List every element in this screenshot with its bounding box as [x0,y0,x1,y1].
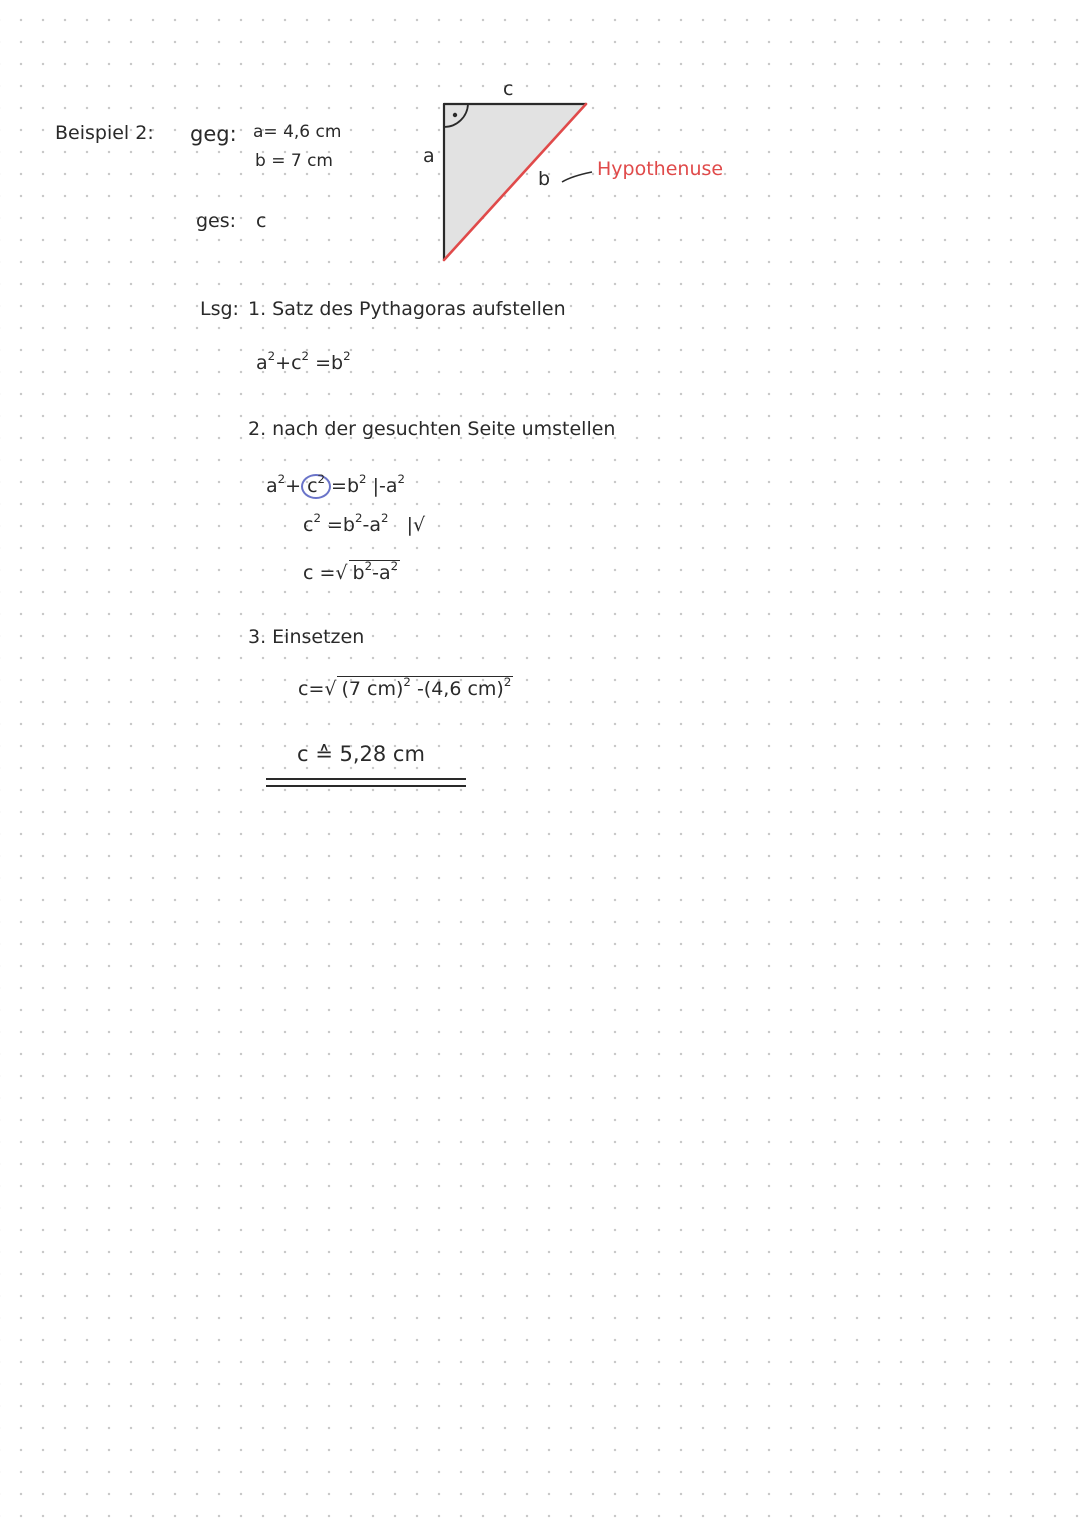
result: c ≙ 5,28 cm [297,742,425,766]
step-1: 1. Satz des Pythagoras aufstellen [248,298,566,320]
circled-unknown: $c^2$ [301,474,331,499]
side-b-label: b [538,168,551,190]
equation-pythagoras: $a^2+c^2 =b^2$ [256,349,351,374]
side-c-label: c [503,78,514,100]
right-angle-dot [453,113,457,117]
given-b: b = 7 cm [255,151,333,171]
given-a: a= 4,6 cm [253,122,342,142]
step-2: 2. nach der gesuchten Seite umstellen [248,418,616,440]
square-root-radicand-values: (7 cm)$^2$ -(4,6 cm)$^2$ [337,676,513,699]
solution-label: Lsg: [200,298,239,320]
sought-value: c [256,210,267,232]
result-underline-1 [266,778,466,780]
equation-substitution: c=√ (7 cm)$^2$ -(4,6 cm)$^2$ [298,675,512,700]
equation-rearrange-1: $a^2+ c^2 =b^2$ $|-a^2$ [266,472,405,497]
sought-label: ges: [196,210,237,232]
example-title: Beispiel 2: [55,122,154,144]
given-label: geg: [190,122,237,146]
side-a-label: a [423,145,435,167]
equation-rearrange-2: $c^2 =b^2-a^2$ |√ [303,511,426,536]
square-root-radicand: $b^2-a^2$ [349,560,401,583]
right-triangle-figure [0,0,1080,300]
step-3: 3. Einsetzen [248,626,365,648]
result-underline-2 [266,785,466,787]
hypotenuse-label: Hypothenuse [597,158,724,180]
hypotenuse-pointer [562,172,592,182]
equation-formula: c =√ $b^2-a^2$ [303,559,399,584]
